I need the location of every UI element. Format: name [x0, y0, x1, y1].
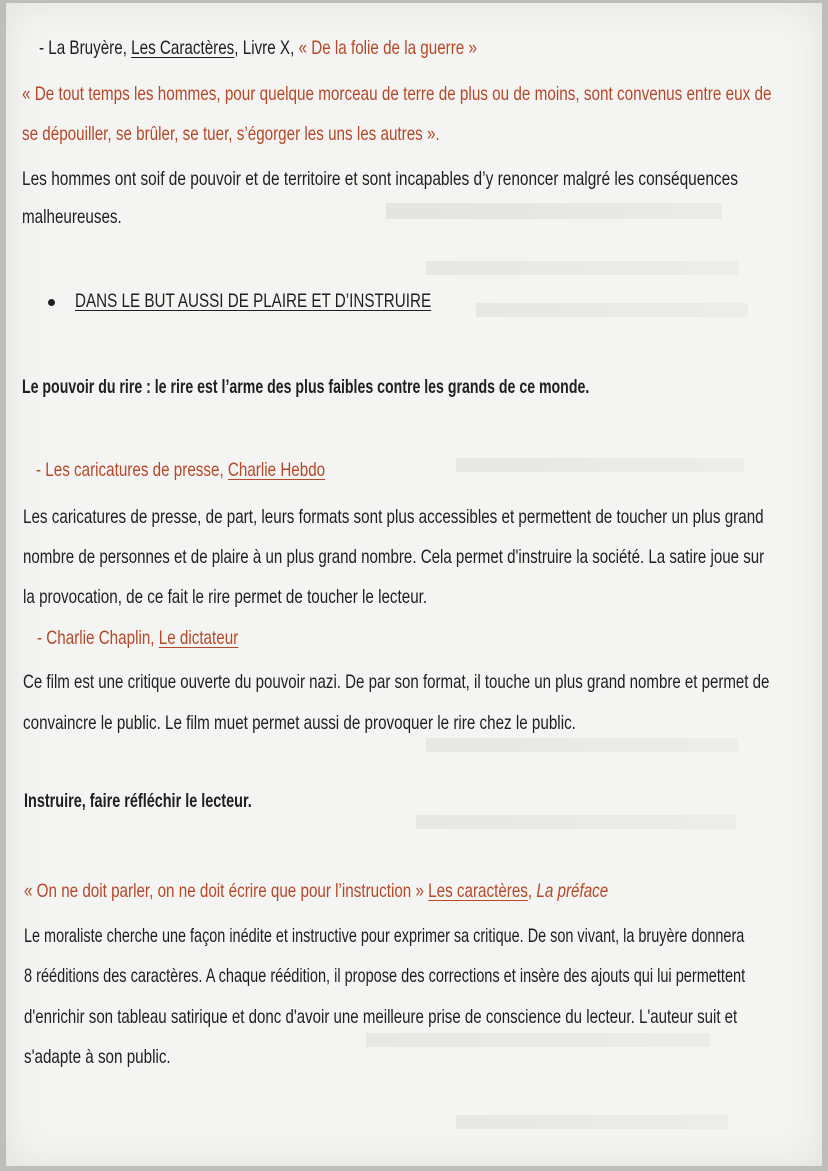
reference-la-bruyere	[39, 37, 477, 60]
bleed-through	[476, 303, 748, 317]
para4-line-2: 8 rééditions des caractères. A chaque réédition, il propose des corrections et insère des ajouts qui lui permettent	[24, 965, 746, 987]
bleed-through	[366, 1033, 710, 1047]
reference-chaplin	[37, 627, 238, 650]
book-title: Les caractères	[428, 880, 528, 902]
bullet-icon	[48, 299, 55, 306]
reference-caricatures	[36, 459, 325, 482]
para4-line-1: Le moraliste cherche une façon inédite et instructive pour exprimer sa critique. De son vivant, la bruyère donnera	[24, 925, 745, 947]
ref-prefix: - La Bruyère,	[39, 37, 132, 59]
para3-line-1: Ce film est une critique ouverte du pouvoir nazi. De par son format, il touche un plus grand nombre et permet de	[23, 671, 770, 693]
para3-line-2: convaincre le public. Le film muet permet aussi de provoquer le rire chez le public.	[23, 712, 576, 734]
book-title: Les Caractères	[131, 37, 235, 59]
ref-prefix: - Charlie Chaplin,	[37, 627, 159, 649]
bleed-through	[426, 738, 738, 752]
section-heading-plaire-instruire: DANS LE BUT AUSSI DE PLAIRE ET D’INSTRUIRE	[75, 290, 432, 312]
para4-line-3: d'enrichir son tableau satirique et donc d'avoir une meilleure prise de conscience du lecteur. L'auteur suit et	[24, 1006, 738, 1028]
quote-line-1: « De tout temps les hommes, pour quelque morceau de terre de plus ou de moins, sont convenus entre eux de	[22, 83, 772, 105]
section-title: La préface	[536, 880, 609, 902]
bleed-through	[456, 1115, 728, 1129]
bleed-through	[416, 815, 736, 829]
document-page	[6, 3, 822, 1166]
para4-line-4: s'adapte à son public.	[24, 1046, 171, 1068]
bleed-through	[456, 458, 744, 472]
separator: ,	[527, 880, 537, 902]
bleed-through	[386, 203, 722, 219]
chapter-title: « De la folie de la guerre »	[298, 37, 477, 59]
para1-line-1: Les hommes ont soif de pouvoir et de territoire et sont incapables d’y renoncer malgré les conséquences	[22, 168, 738, 190]
quote-instruction	[24, 880, 608, 903]
bleed-through	[426, 261, 738, 275]
ref-mid: , Livre X,	[234, 37, 299, 59]
quote-line-2: se dépouiller, se brûler, se tuer, s’égorger les uns les autres ».	[22, 123, 440, 145]
para2-line-3: la provocation, de ce fait le rire permet de toucher le lecteur.	[23, 586, 428, 608]
ref-title: Charlie Hebdo	[227, 459, 326, 481]
quote-text: « On ne doit parler, on ne doit écrire que pour l’instruction »	[24, 880, 429, 902]
para2-line-2: nombre de personnes et de plaire à un plus grand nombre. Cela permet d'instruire la société. La satire joue sur	[23, 546, 765, 568]
heading-pouvoir-du-rire: Le pouvoir du rire : le rire est l’arme des plus faibles contre les grands de ce monde.	[22, 376, 590, 398]
ref-title: Le dictateur	[158, 627, 239, 649]
para2-line-1: Les caricatures de presse, de part, leurs formats sont plus accessibles et permettent de toucher un plus grand	[23, 506, 764, 528]
para1-line-2: malheureuses.	[22, 206, 122, 228]
heading-instruire: Instruire, faire réfléchir le lecteur.	[24, 790, 252, 812]
ref-prefix: - Les caricatures de presse,	[36, 459, 228, 481]
